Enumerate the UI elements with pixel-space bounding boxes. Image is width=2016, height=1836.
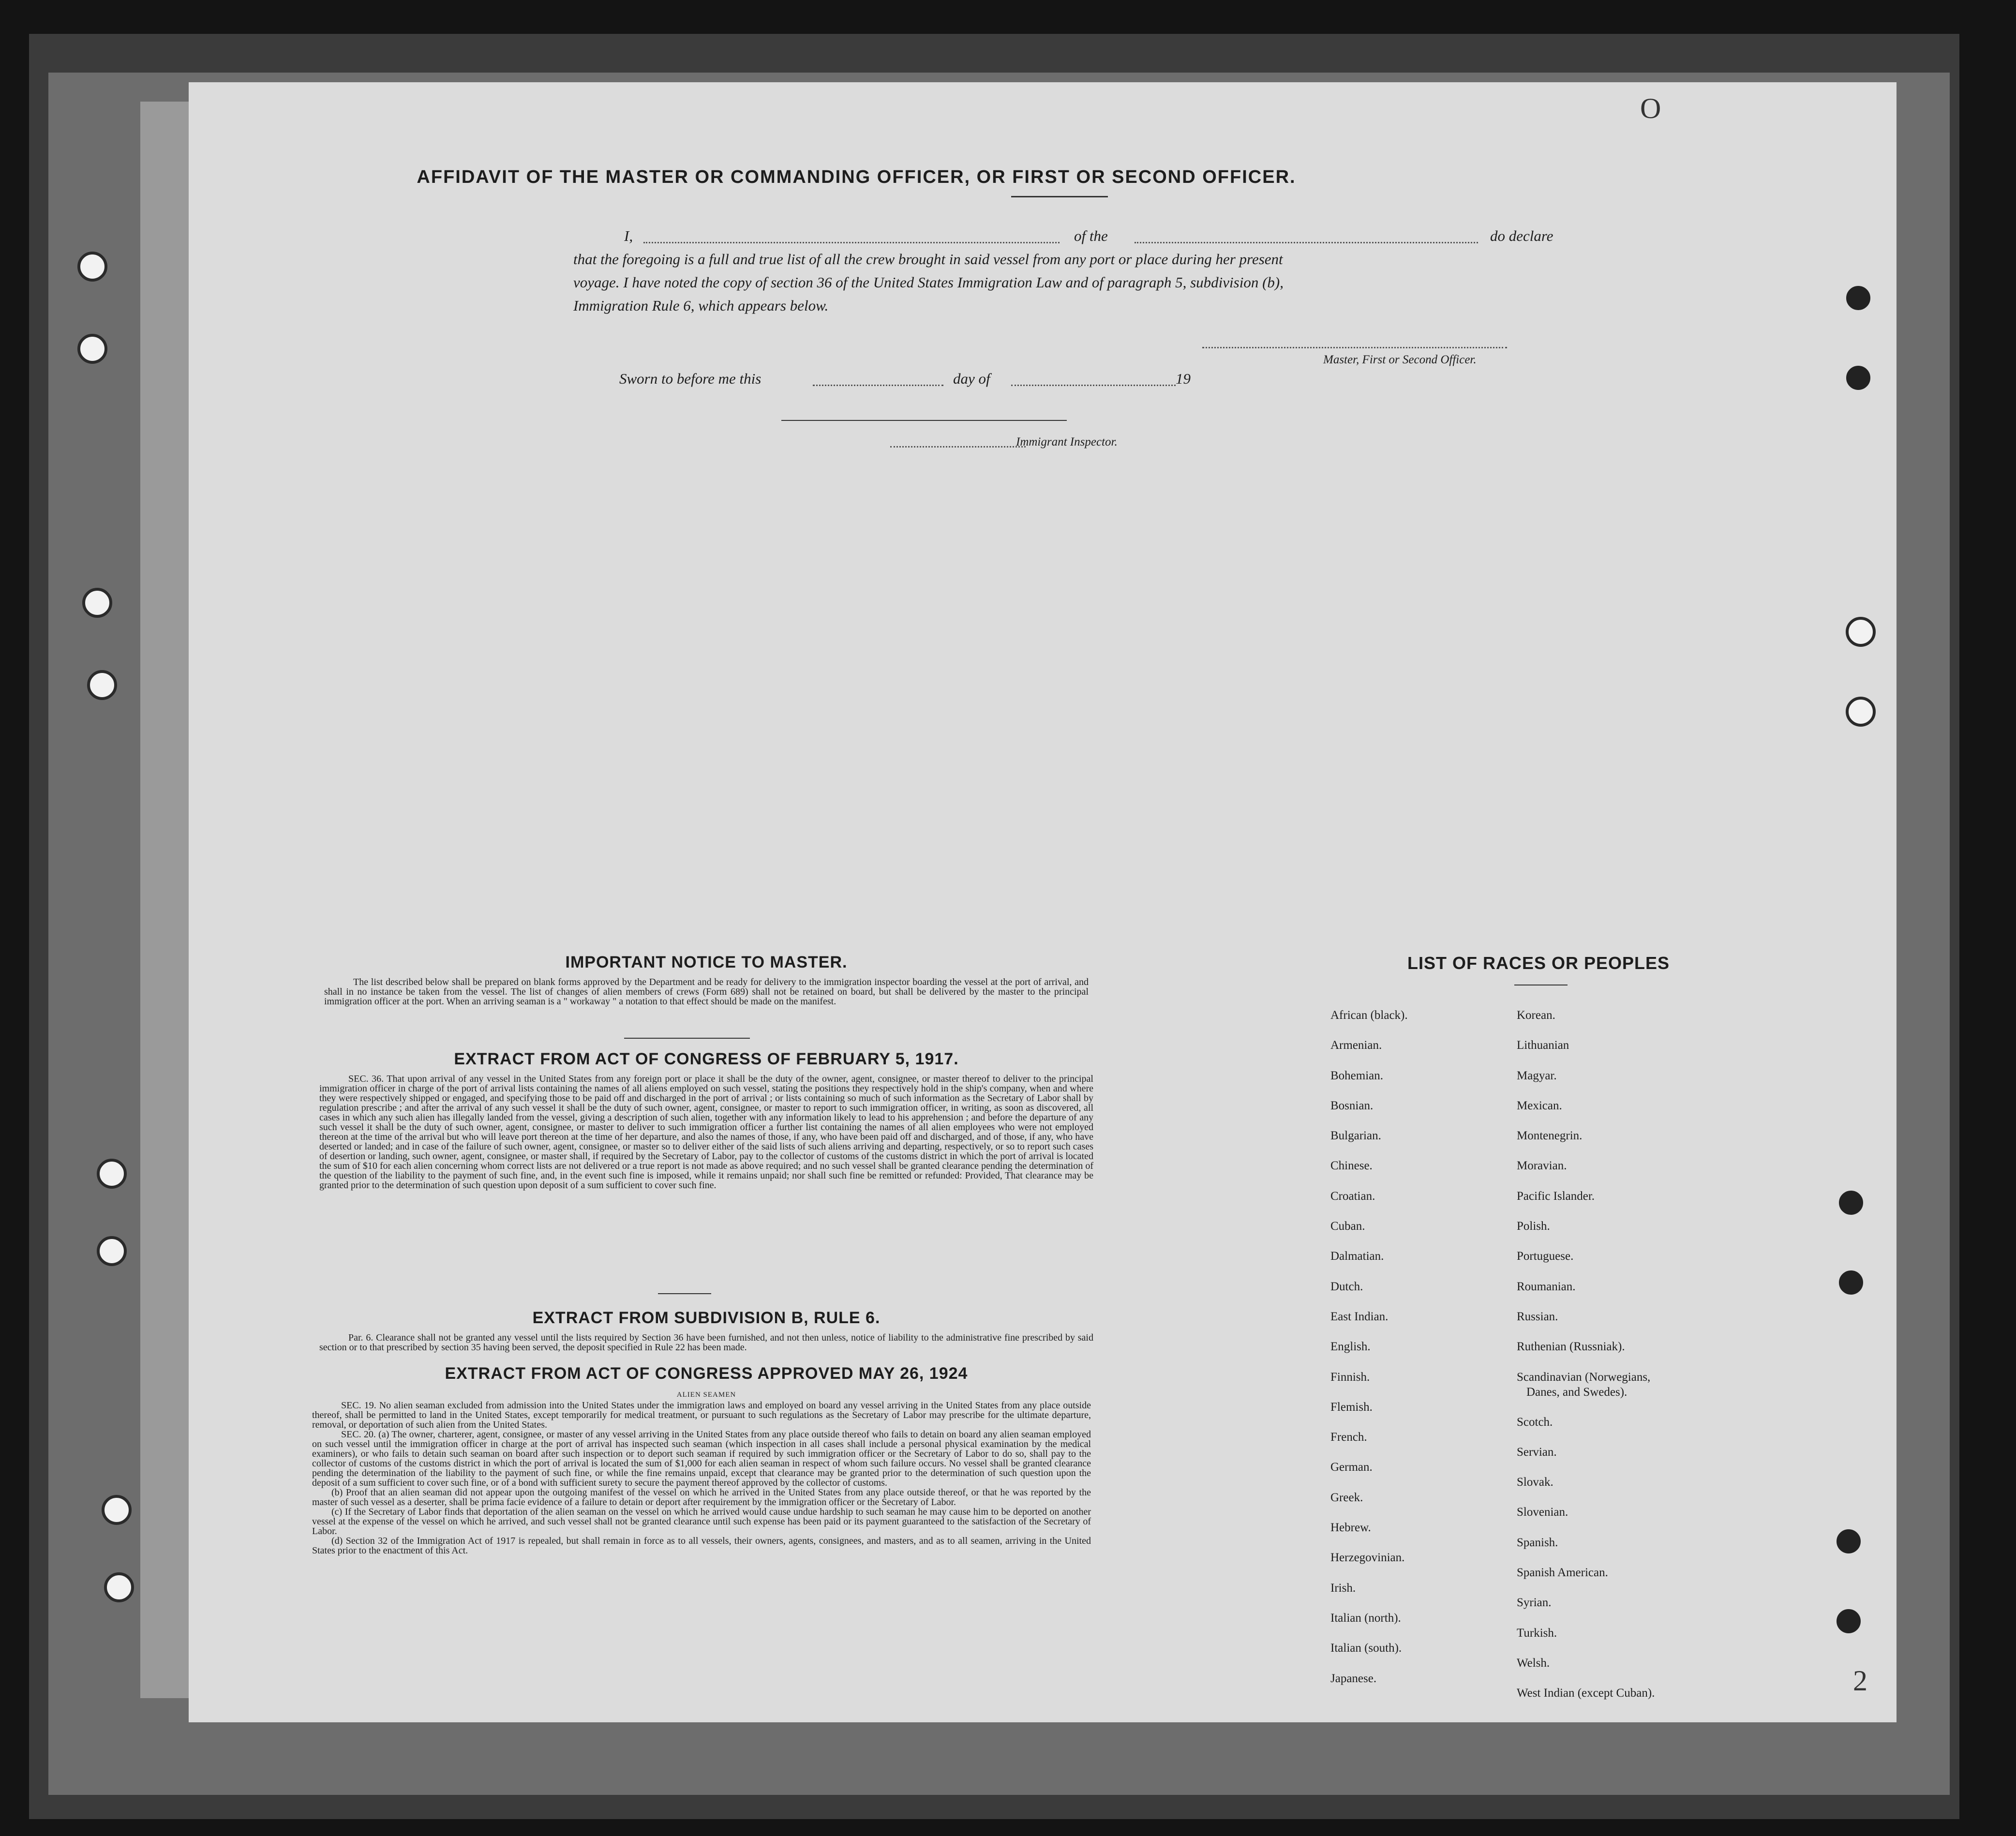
race-item: Russian.	[1517, 1310, 1558, 1323]
document-sheet	[189, 82, 1897, 1722]
binder-hole	[1843, 363, 1873, 393]
race-item: Armenian.	[1330, 1039, 1382, 1052]
affidavit-text: I,	[624, 227, 633, 244]
paragraph: SEC. 20. (a) The owner, charterer, agent, consignee, or master of any vessel arriving in the United States from any place outside thereof who fails to detain on board any alien seaman employed on such vessel until the immigration officer in charge at the port of arrival has inspected such seaman (which inspection in all cases shall include a personal physical examination by the medical examiners), or who fails to detain such seaman on board after such inspection or to deport such seaman if required by such immigration officer or the Secretary of Labor to do so, shall pay to the collector of customs of the customs district in which the port of arrival is located the sum of $1,000 for each alien seaman in respect of whom such failure occurs. No vessel shall be granted clearance pending the determination of the liability to the payment of such fine, or while the fine remains unpaid, except that clearance may be granted prior to the determination of such question upon the deposit of a sum sufficient to cover such fine, or of a bond with sufficient surety to secure the payment thereof approved by the collector of customs.	[312, 1429, 1091, 1488]
extract-1924-body	[312, 1401, 1091, 1555]
race-item: Cuban.	[1330, 1220, 1365, 1233]
extract-1924-subtitle: ALIEN SEAMEN	[676, 1391, 736, 1399]
extract-1924-title: EXTRACT FROM ACT OF CONGRESS APPROVED MAY 26, 1924	[445, 1364, 968, 1383]
affidavit-line	[624, 227, 633, 245]
races-left-column	[1330, 1009, 1408, 1702]
race-item: Spanish American.	[1517, 1566, 1608, 1580]
race-item: Italian (north).	[1330, 1611, 1401, 1625]
binder-hole	[1836, 1188, 1866, 1218]
month-blank	[1011, 385, 1176, 386]
race-item: Slovenian.	[1517, 1506, 1568, 1519]
race-item: Hebrew.	[1330, 1521, 1371, 1535]
race-item: German.	[1330, 1461, 1373, 1474]
binder-hole	[87, 670, 117, 700]
affidavit-text: that the foregoing is a full and true list of all the crew brought in said vessel from any port or place during her present	[573, 251, 1283, 268]
race-item: Welsh.	[1517, 1656, 1550, 1670]
signature-blank	[1202, 347, 1507, 348]
binder-hole	[97, 1159, 127, 1189]
races-title: LIST OF RACES OR PEOPLES	[1407, 953, 1670, 973]
divider	[1011, 196, 1108, 197]
extract-1917-title: EXTRACT FROM ACT OF CONGRESS OF FEBRUARY 5, 1917.	[454, 1050, 959, 1068]
race-item: West Indian (except Cuban).	[1517, 1687, 1655, 1700]
affidavit-title: AFFIDAVIT OF THE MASTER OR COMMANDING OFFICER, OR FIRST OR SECOND OFFICER.	[417, 167, 1296, 187]
race-item: French.	[1330, 1431, 1367, 1444]
race-item: Japanese.	[1330, 1672, 1377, 1685]
race-item: Spanish.	[1517, 1536, 1558, 1549]
race-item: Pacific Islander.	[1517, 1189, 1595, 1203]
margin-mark: 2	[1853, 1665, 1867, 1697]
race-item: Roumanian.	[1517, 1280, 1576, 1293]
binder-hole	[1834, 1606, 1864, 1636]
race-item: Herzegovinian.	[1330, 1551, 1405, 1565]
race-item: Slovak.	[1517, 1476, 1553, 1489]
binder-hole	[97, 1236, 127, 1266]
binder-hole	[1846, 617, 1876, 647]
notice-body: The list described below shall be prepared on blank forms approved by the Department and be ready for delivery to the immigration inspector boarding the vessel at the port of arrival, and shall in no instance be taken from the vessel. The list of changes of alien members of crews (Form 689) shall not be retained on board, but shall be delivered by the master to the principal immigration officer at the port. When an arriving seaman is a " workaway " a notation to that effect should be made on the manifest.	[324, 977, 1089, 1007]
race-item: Bohemian.	[1330, 1069, 1384, 1082]
binder-hole	[1843, 283, 1873, 313]
notice-title: IMPORTANT NOTICE TO MASTER.	[565, 953, 848, 971]
race-item: Croatian.	[1330, 1189, 1375, 1203]
race-item: Bulgarian.	[1330, 1129, 1381, 1143]
divider	[658, 1293, 711, 1294]
affidavit-text: Sworn to before me this	[619, 370, 762, 387]
inspector-blank	[890, 446, 1026, 448]
race-item: Italian (south).	[1330, 1642, 1402, 1655]
race-item: Servian.	[1517, 1445, 1557, 1459]
extract-1917-body: SEC. 36. That upon arrival of any vessel in the United States from any foreign port or place it shall be the duty of the owner, agent, consignee, or master thereof to deliver to the principal immigration officer in charge of the port of arrival lists containing the names of all aliens employed on such vessel, stating the positions they respectively hold in the ship's company, when and where they were respectively shipped or engaged, and specifying those to be paid off and discharged in the port of arrival ; or lists containing so much of such information as the Secretary of Labor shall by regulation prescribe ; and after the arrival of any such vessel it shall be the duty of such owner, agent, consignee, or master to report to such immigration officer, in writing, as soon as discovered, all cases in which any such alien has illegally landed from the vessel, giving a description of such alien, together with any information likely to lead to his apprehension ; and before the departure of any such vessel it shall be the duty of such owner, agent, consignee, or master to deliver to such immigration officer a further list containing the names of all alien employees who were not employed thereon at the time of the arrival but who will leave port thereon at the time of her departure, and also the names of those, if any, who have been paid off and discharged, and of those, if any, who have deserted or landed; and in case of the failure of such owner, agent, consignee, or master so to deliver either of the said lists of such aliens arriving and departing, respectively, or so to report such cases of desertion or landing, such owner, agent, consignee, or master shall, if required by the Secretary of Labor, pay to the collector of customs of the customs district in which the port of arrival is located the sum of $10 for each alien concerning whom correct lists are not delivered or a true report is not made as above required; and no such vessel shall be granted clearance pending the determination of the question of the liability to the payment of such fine, and, in the event such fine is imposed, while it remains unpaid; nor shall such fine be remitted or refunded: Provided, That clearance may be granted prior to the determination of such question upon deposit of a sum sufficient to cover such fine.	[319, 1074, 1093, 1191]
race-item: Bosnian.	[1330, 1099, 1374, 1112]
race-item: Portuguese.	[1517, 1250, 1574, 1263]
extract-rule6-title: EXTRACT FROM SUBDIVISION B, RULE 6.	[532, 1309, 881, 1327]
day-blank	[813, 385, 943, 386]
race-item: Montenegrin.	[1517, 1129, 1583, 1143]
inspector-line	[781, 420, 1067, 421]
paragraph: (c) If the Secretary of Labor finds that deportation of the alien seaman on the vessel on which he arrived would cause undue hardship to such seaman he may cause him to be deported on another vessel at the expense of the vessel on which he arrived, and such vessel shall not be granted clearance until such expense has been paid or its payment guaranteed to the satisfaction of the Secretary of Labor.	[312, 1507, 1091, 1537]
binder-hole	[82, 588, 112, 618]
races-right-column	[1517, 1009, 1655, 1717]
extract-rule6-body: Par. 6. Clearance shall not be granted any vessel until the lists required by Section 36 have been furnished, and not then unless, notice of liability to the administrative fine prescribed by said section or to that prescribed by section 35 having been served, the deposit specified in Rule 22 has been made.	[319, 1332, 1093, 1353]
race-item: Syrian.	[1517, 1596, 1552, 1610]
affidavit-text: of the	[1074, 227, 1108, 244]
name-blank	[643, 242, 1060, 243]
paragraph: (b) Proof that an alien seaman did not appear upon the outgoing manifest of the vessel on which he arrived in the United States from any place outside thereof, or that he was reported by the master of such vessel as a deserter, shall be prima facie evidence of a failure to detain or deport after requirement by the immigration officer or the Secretary of Labor.	[312, 1487, 1091, 1508]
affidavit-text: voyage. I have noted the copy of section 36 of the United States Immigration Law and of paragraph 5, subdivision (b),	[573, 274, 1284, 291]
race-item: Dalmatian.	[1330, 1250, 1384, 1263]
race-item: Magyar.	[1517, 1069, 1557, 1082]
race-item: Greek.	[1330, 1491, 1363, 1504]
paragraph: SEC. 19. No alien seaman excluded from admission into the United States under the immigration laws and employed on board any vessel arriving in the United States from any place outside thereof, shall be permitted to land in the United States, except temporarily for medical treatment, or pursuant to such regulations as the Secretary of Labor may prescribe for the ultimate departure, removal, or deportation of such alien from the United States.	[312, 1400, 1091, 1430]
inspector-label: Immigrant Inspector.	[1016, 435, 1118, 448]
race-item: Lithuanian	[1517, 1039, 1569, 1052]
race-item: Mexican.	[1517, 1099, 1562, 1112]
race-item: Polish.	[1517, 1220, 1550, 1233]
affidavit-text: day of	[953, 370, 990, 387]
binder-hole	[104, 1572, 134, 1602]
race-item: Moravian.	[1517, 1159, 1567, 1173]
affidavit-text: Immigration Rule 6, which appears below.	[573, 297, 829, 314]
paragraph: (d) Section 32 of the Immigration Act of 1917 is repealed, but shall remain in force as to all vessels, their owners, agents, consignees, and masters, and as to all seamen, arriving in the United States prior to the enactment of this Act.	[312, 1536, 1091, 1556]
race-item: Danes, and Swedes).	[1526, 1385, 1628, 1399]
vessel-blank	[1135, 242, 1478, 243]
binder-hole	[1834, 1526, 1864, 1556]
race-item: Dutch.	[1330, 1280, 1363, 1293]
race-item: Irish.	[1330, 1581, 1356, 1595]
race-item: East Indian.	[1330, 1310, 1389, 1323]
race-item: Scotch.	[1517, 1415, 1553, 1429]
binder-hole	[77, 252, 107, 282]
race-item: Chinese.	[1330, 1159, 1373, 1173]
race-item: Flemish.	[1330, 1400, 1373, 1414]
race-item: English.	[1330, 1340, 1371, 1354]
affidavit-text: do declare	[1490, 227, 1553, 244]
divider	[624, 1038, 750, 1039]
binder-hole	[1846, 697, 1876, 727]
signature-label: Master, First or Second Officer.	[1323, 353, 1477, 366]
race-item: Korean.	[1517, 1009, 1555, 1022]
race-item: Finnish.	[1330, 1370, 1370, 1384]
binder-hole	[102, 1495, 132, 1525]
race-item: Ruthenian (Russniak).	[1517, 1340, 1625, 1354]
binder-hole	[1836, 1268, 1866, 1298]
margin-mark: O	[1640, 92, 1661, 124]
binder-hole	[77, 334, 107, 364]
race-item: African (black).	[1330, 1009, 1408, 1022]
affidavit-text: 19	[1176, 370, 1191, 387]
race-item: Scandinavian (Norwegians,	[1517, 1370, 1651, 1384]
race-item: Turkish.	[1517, 1626, 1557, 1640]
